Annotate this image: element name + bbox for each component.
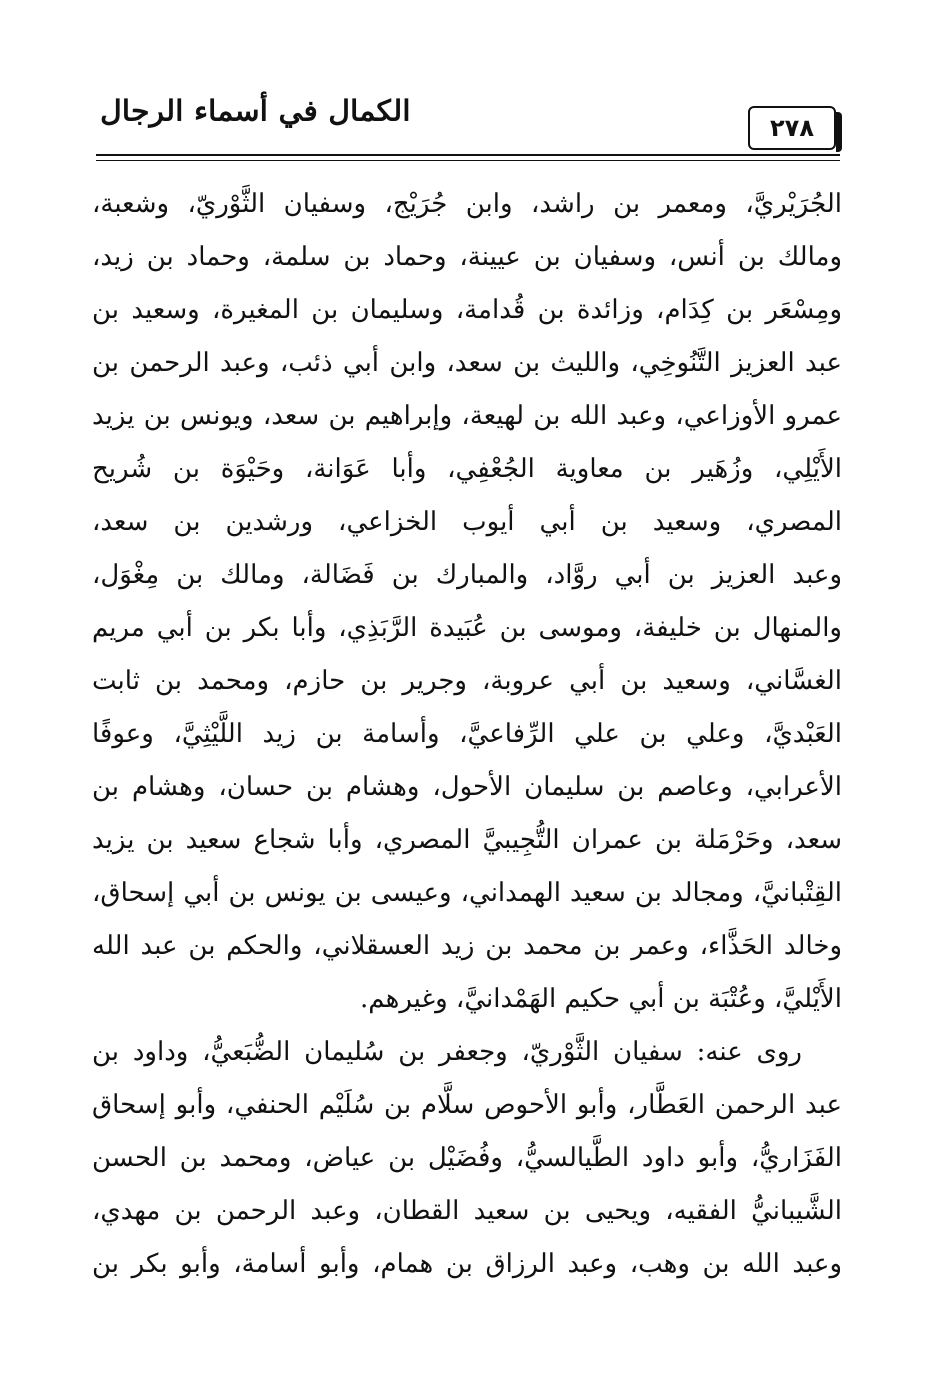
- text-line: ومِسْعَر بن كِدَام، وزائدة بن قُدامة، وسليمان بن المغيرة، وسعيد بن: [92, 295, 842, 325]
- text-line: وعبد الله بن وهب، وعبد الرزاق بن همام، وأبو أسامة، وأبو بكر بن: [92, 1249, 842, 1279]
- page-number: ٢٧٨: [748, 106, 836, 150]
- text-line: المصري، وسعيد بن أبي أيوب الخزاعي، ورشدين بن سعد،: [92, 507, 842, 537]
- text-line: ومالك بن أنس، وسفيان بن عيينة، وحماد بن سلمة، وحماد بن زيد،: [92, 242, 842, 272]
- text-line: العَبْديَّ، وعلي بن علي الرِّفاعيَّ، وأسامة بن زيد اللَّيْثِيَّ، وعوفًا: [92, 719, 842, 749]
- body-text: [92, 178, 842, 1291]
- text-line: الغسَّاني، وسعيد بن أبي عروبة، وجرير بن حازم، ومحمد بن ثابت: [92, 666, 842, 696]
- text-line: الأَيْلِي، وزُهَير بن معاوية الجُعْفِي، وأبا عَوَانة، وحَيْوَة بن شُريح: [92, 454, 842, 484]
- text-line: سعد، وحَرْمَلة بن عمران التُّجِيبيَّ المصري، وأبا شجاع سعيد بن يزيد: [92, 825, 842, 855]
- text-line: القِتْبانيَّ، ومجالد بن سعيد الهمداني، وعيسى بن يونس بن أبي إسحاق،: [92, 878, 842, 908]
- paragraph-narrators-from: [92, 178, 842, 1026]
- page-header: [96, 92, 840, 156]
- text-line: عبد الرحمن العَطَّار، وأبو الأحوص سلَّام بن سُلَيْم الحنفي، وأبو إسحاق: [92, 1090, 842, 1120]
- text-line: روى عنه: سفيان الثَّوْريّ، وجعفر بن سُليمان الضُّبَعيُّ، وداود بن: [92, 1037, 802, 1067]
- text-line: الأعرابي، وعاصم بن سليمان الأحول، وهشام بن حسان، وهشام بن: [92, 772, 842, 802]
- text-line: عمرو الأوزاعي، وعبد الله بن لهيعة، وإبراهيم بن سعد، ويونس بن يزيد: [92, 401, 842, 431]
- text-line: الشَّيبانيُّ الفقيه، ويحيى بن سعيد القطان، وعبد الرحمن بن مهدي،: [92, 1196, 842, 1226]
- text-line: عبد العزيز التَّنُوخِي، والليث بن سعد، وابن أبي ذئب، وعبد الرحمن بن: [92, 348, 842, 378]
- header-rule: [96, 154, 840, 156]
- text-line: وخالد الحَذَّاء، وعمر بن محمد بن زيد العسقلاني، والحكم بن عبد الله: [92, 931, 842, 961]
- book-title: الكمال في أسماء الرجال: [100, 94, 411, 129]
- text-line: الأَيْليَّ، وعُتْبَة بن أبي حكيم الهَمْدانيَّ، وغيرهم.: [360, 984, 842, 1014]
- header-rule-thin: [96, 160, 840, 161]
- text-line: الفَزَاريُّ، وأبو داود الطَّيالسيُّ، وفُضَيْل بن عياض، ومحمد بن الحسن: [92, 1143, 842, 1173]
- text-line: وعبد العزيز بن أبي روَّاد، والمبارك بن فَضَالة، ومالك بن مِغْوَل،: [92, 560, 842, 590]
- text-line: والمنهال بن خليفة، وموسى بن عُبَيدة الرَّبَذِي، وأبا بكر بن أبي مريم: [92, 613, 842, 643]
- text-line: الجُرَيْريَّ، ومعمر بن راشد، وابن جُرَيْج، وسفيان الثَّوْريّ، وشعبة،: [92, 189, 842, 219]
- paragraph-narrators-to: [92, 1026, 842, 1291]
